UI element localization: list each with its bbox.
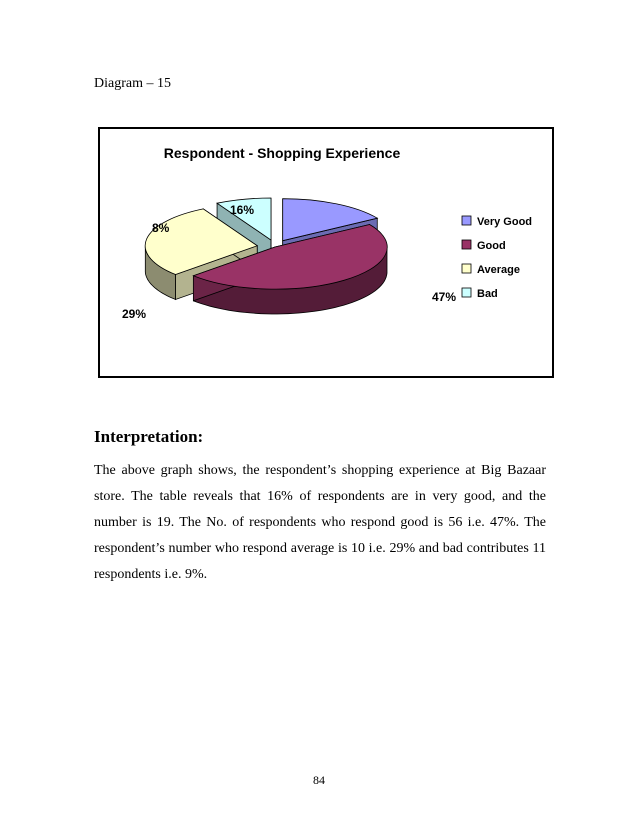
legend-item-good: [462, 240, 506, 252]
page-number: 84: [313, 773, 325, 787]
legend-label: Good: [477, 240, 506, 252]
pie-label-3: 8%: [152, 221, 170, 235]
diagram-caption: Diagram – 15: [94, 76, 171, 91]
interpretation-heading: Interpretation:: [94, 427, 204, 446]
legend-label: Very Good: [477, 216, 533, 228]
pie-label-1: 47%: [432, 290, 457, 304]
legend-item-very-good: [462, 216, 532, 228]
pie-label-2: 29%: [122, 307, 147, 321]
pie-chart-svg: [100, 129, 556, 380]
pie-label-0: 16%: [230, 203, 255, 217]
pie-chart: [98, 127, 554, 378]
chart-title: Respondent - Shopping Experience: [163, 145, 401, 161]
interpretation-paragraph: The above graph shows, the respondent’s shopping experience at Big Bazaar store. The table reveals that 16% of respondents are in very good, and the number is 19. The No. of respondents who respond good is 56 i.e. 47%. The respondent’s number who respond average is 10 i.e. 29% and bad contributes 11 respondents i.e. 9%.: [94, 463, 546, 582]
legend-label: Average: [477, 264, 521, 276]
legend-label: Bad: [477, 288, 498, 300]
chart-legend: [462, 216, 532, 300]
legend-item-average: [462, 264, 520, 276]
legend-item-bad: [462, 288, 498, 300]
pie-slices: [145, 198, 387, 314]
